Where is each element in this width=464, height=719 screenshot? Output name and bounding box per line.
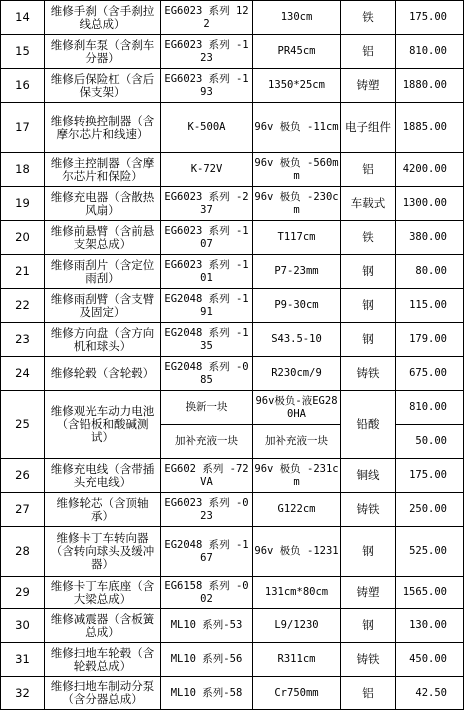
item-material: 铁 (341, 221, 396, 255)
row-number: 14 (1, 1, 45, 35)
row-number: 24 (1, 357, 45, 391)
item-size: P7-23mm (253, 255, 341, 289)
row-number: 20 (1, 221, 45, 255)
item-size: P9-30cm (253, 289, 341, 323)
row-number: 16 (1, 69, 45, 103)
item-name: 维修前悬臂（含前悬支架总成） (45, 221, 161, 255)
row-number: 26 (1, 459, 45, 493)
item-size: S43.5-10 (253, 323, 341, 357)
table-row (1, 289, 464, 323)
table-row (1, 255, 464, 289)
item-model: ML10 系列-53 (161, 609, 253, 643)
item-material: 铁 (341, 1, 396, 35)
row-number: 31 (1, 643, 45, 677)
item-size: L9/1230 (253, 609, 341, 643)
item-model: EG6158 系列 -002 (161, 577, 253, 609)
table-row (1, 221, 464, 255)
item-name: 维修减震器（含板簧总成） (45, 609, 161, 643)
item-material: 铜线 (341, 459, 396, 493)
row-number: 17 (1, 103, 45, 153)
item-model: ML10 系列-58 (161, 677, 253, 710)
table-row (1, 323, 464, 357)
item-price-addon: 50.00 (396, 425, 464, 459)
item-price: 1885.00 (396, 103, 464, 153)
item-model: ML10 系列-56 (161, 643, 253, 677)
item-model: EG2048 系列 -191 (161, 289, 253, 323)
table-row (1, 357, 464, 391)
item-price: 810.00 (396, 35, 464, 69)
item-price: 450.00 (396, 643, 464, 677)
table-row (1, 103, 464, 153)
item-material: 钢 (341, 255, 396, 289)
item-model: EG6023 系列 -101 (161, 255, 253, 289)
item-material: 铝 (341, 153, 396, 187)
item-price: 130.00 (396, 609, 464, 643)
table-row (1, 493, 464, 527)
item-price: 810.00 (396, 391, 464, 425)
item-material: 钢 (341, 323, 396, 357)
item-size: 96v 极负 -1231 (253, 527, 341, 577)
row-number: 18 (1, 153, 45, 187)
item-material: 钢 (341, 289, 396, 323)
item-model: EG6023 系列 -193 (161, 69, 253, 103)
item-material: 铸铁 (341, 357, 396, 391)
item-name: 维修卡丁车底座（含大梁总成） (45, 577, 161, 609)
item-name: 维修充电器（含散热风扇） (45, 187, 161, 221)
item-price: 525.00 (396, 527, 464, 577)
row-number: 28 (1, 527, 45, 577)
table-row (1, 69, 464, 103)
item-price: 175.00 (396, 1, 464, 35)
item-material: 铸铁 (341, 643, 396, 677)
item-name: 维修扫地车轮毂（含轮毂总成） (45, 643, 161, 677)
item-size-addon: 加补充液一块 (253, 425, 341, 459)
item-price: 42.50 (396, 677, 464, 710)
table-row (1, 527, 464, 577)
item-material: 车载式 (341, 187, 396, 221)
table-row (1, 153, 464, 187)
row-number: 21 (1, 255, 45, 289)
item-model-addon: 加补充液一块 (161, 425, 253, 459)
item-model: 换新一块 (161, 391, 253, 425)
item-price: 380.00 (396, 221, 464, 255)
item-price: 1880.00 (396, 69, 464, 103)
item-model: EG6023 系列 -123 (161, 35, 253, 69)
item-material: 铝 (341, 35, 396, 69)
item-material: 铸塑 (341, 577, 396, 609)
item-name: 维修主控制器（含摩尔芯片和保险） (45, 153, 161, 187)
row-number: 19 (1, 187, 45, 221)
item-name: 维修刹车泵（含刹车分器） (45, 35, 161, 69)
item-model: K-72V (161, 153, 253, 187)
table-row (1, 609, 464, 643)
table-row (1, 577, 464, 609)
row-number: 30 (1, 609, 45, 643)
row-number: 29 (1, 577, 45, 609)
item-model: EG6023 系列 122 (161, 1, 253, 35)
item-size: 96v极负-液EG280HA (253, 391, 341, 425)
item-material: 电子组件 (341, 103, 396, 153)
table-row (1, 459, 464, 493)
item-model: EG2048 系列 -135 (161, 323, 253, 357)
table-row (1, 35, 464, 69)
row-number: 32 (1, 677, 45, 710)
item-name: 维修转换控制器（含摩尔芯片和线速） (45, 103, 161, 153)
table-row (1, 391, 464, 425)
item-name: 维修后保险杠（含后保支架） (45, 69, 161, 103)
item-size: 130cm (253, 1, 341, 35)
item-model: K-500A (161, 103, 253, 153)
item-model: EG602 系列 -72VA (161, 459, 253, 493)
item-name: 维修充电线（含带插头充电线） (45, 459, 161, 493)
item-size: Cr750mm (253, 677, 341, 710)
item-price: 115.00 (396, 289, 464, 323)
item-size: R230cm/9 (253, 357, 341, 391)
item-size: T117cm (253, 221, 341, 255)
row-number: 22 (1, 289, 45, 323)
item-price: 179.00 (396, 323, 464, 357)
item-price: 250.00 (396, 493, 464, 527)
table-row (1, 1, 464, 35)
item-material: 铅酸 (341, 391, 396, 459)
table-row (1, 677, 464, 710)
table-row (1, 187, 464, 221)
item-name: 维修雨刮片（含定位雨刮） (45, 255, 161, 289)
item-material: 铸铁 (341, 493, 396, 527)
item-name: 维修手刹（含手刹拉线总成） (45, 1, 161, 35)
item-material: 钢 (341, 527, 396, 577)
item-name: 维修卡丁车转向器（含转向球头及缓冲器） (45, 527, 161, 577)
item-material: 钢 (341, 609, 396, 643)
item-material: 铝 (341, 677, 396, 710)
item-price: 1300.00 (396, 187, 464, 221)
row-number: 23 (1, 323, 45, 357)
item-price: 175.00 (396, 459, 464, 493)
item-price: 4200.00 (396, 153, 464, 187)
row-number: 15 (1, 35, 45, 69)
item-name: 维修轮毂（含轮毂） (45, 357, 161, 391)
item-price: 1565.00 (396, 577, 464, 609)
item-size: R311cm (253, 643, 341, 677)
item-model: EG6023 系列 -237 (161, 187, 253, 221)
item-size: 131cm*80cm (253, 577, 341, 609)
item-name: 维修方向盘（含方向机和球头） (45, 323, 161, 357)
item-size: 96v 极负 -560mm (253, 153, 341, 187)
item-size: PR45cm (253, 35, 341, 69)
item-price: 675.00 (396, 357, 464, 391)
item-material: 铸塑 (341, 69, 396, 103)
item-size: 96v 极负 -11cm (253, 103, 341, 153)
row-number: 25 (1, 391, 45, 459)
item-price: 80.00 (396, 255, 464, 289)
table-row (1, 643, 464, 677)
item-name: 维修轮芯（含顶轴承） (45, 493, 161, 527)
item-size: 96v 极负 -230cm (253, 187, 341, 221)
item-model: EG6023 系列 -107 (161, 221, 253, 255)
item-size: 96v 极负 -231cm (253, 459, 341, 493)
item-model: EG2048 系列 -085 (161, 357, 253, 391)
item-name: 维修扫地车制动分泵（含分器总成） (45, 677, 161, 710)
item-name: 维修观光车动力电池（含铅板和酸碱测试） (45, 391, 161, 459)
item-size: G122cm (253, 493, 341, 527)
item-name: 维修雨刮臂（含支臂及固定） (45, 289, 161, 323)
row-number: 27 (1, 493, 45, 527)
item-model: EG2048 系列 -167 (161, 527, 253, 577)
item-model: EG6023 系列 -023 (161, 493, 253, 527)
item-size: 1350*25cm (253, 69, 341, 103)
